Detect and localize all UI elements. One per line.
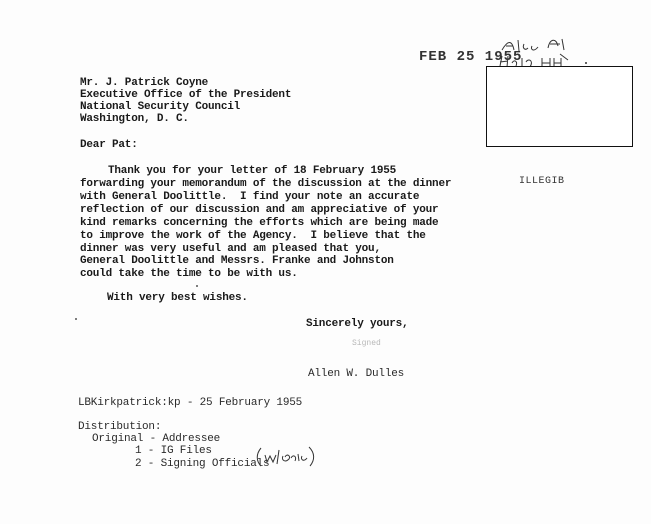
scan-speck	[75, 318, 77, 320]
body-line: with General Doolittle. I find your note an accurate	[80, 191, 420, 203]
salutation: Dear Pat:	[80, 139, 138, 151]
address-line-2: Executive Office of the President	[80, 89, 292, 101]
distribution-item: 2 - Signing Officials	[135, 458, 270, 470]
handwritten-annotation	[255, 444, 319, 470]
body-line: kind remarks concerning the efforts which are being made	[80, 217, 439, 229]
body-line: reflection of our discussion and am appreciative of your	[80, 204, 439, 216]
body-line: dinner was very useful and am pleased that you,	[80, 243, 381, 255]
body-line: Thank you for your letter of 18 February 1955	[108, 165, 397, 177]
address-line-1: Mr. J. Patrick Coyne	[80, 77, 209, 89]
body-line: to improve the work of the Agency. I believe that the	[80, 230, 426, 242]
body-line: General Doolittle and Messrs. Franke and Johnston	[80, 255, 394, 267]
body-line: could take the time to be with us.	[80, 268, 298, 280]
scan-speck	[196, 285, 198, 287]
illegible-label: ILLEGIB	[519, 176, 565, 187]
redaction-box	[486, 66, 633, 147]
closing: Sincerely yours,	[306, 318, 409, 330]
date-stamp: FEB 25 1955	[419, 49, 523, 65]
address-line-3: National Security Council	[80, 101, 241, 113]
signer-name: Allen W. Dulles	[308, 368, 405, 380]
reference-line: LBKirkpatrick:kp - 25 February 1955	[78, 397, 303, 409]
body-line: forwarding your memorandum of the discussion at the dinner	[80, 178, 452, 190]
distribution-heading: Distribution:	[78, 421, 162, 433]
closing-wish: With very best wishes.	[107, 292, 248, 304]
distribution-item: Original - Addressee	[92, 433, 221, 445]
signature-mark: Signed	[352, 339, 381, 348]
address-line-4: Washington, D. C.	[80, 113, 189, 125]
distribution-item: 1 - IG Files	[135, 445, 212, 457]
